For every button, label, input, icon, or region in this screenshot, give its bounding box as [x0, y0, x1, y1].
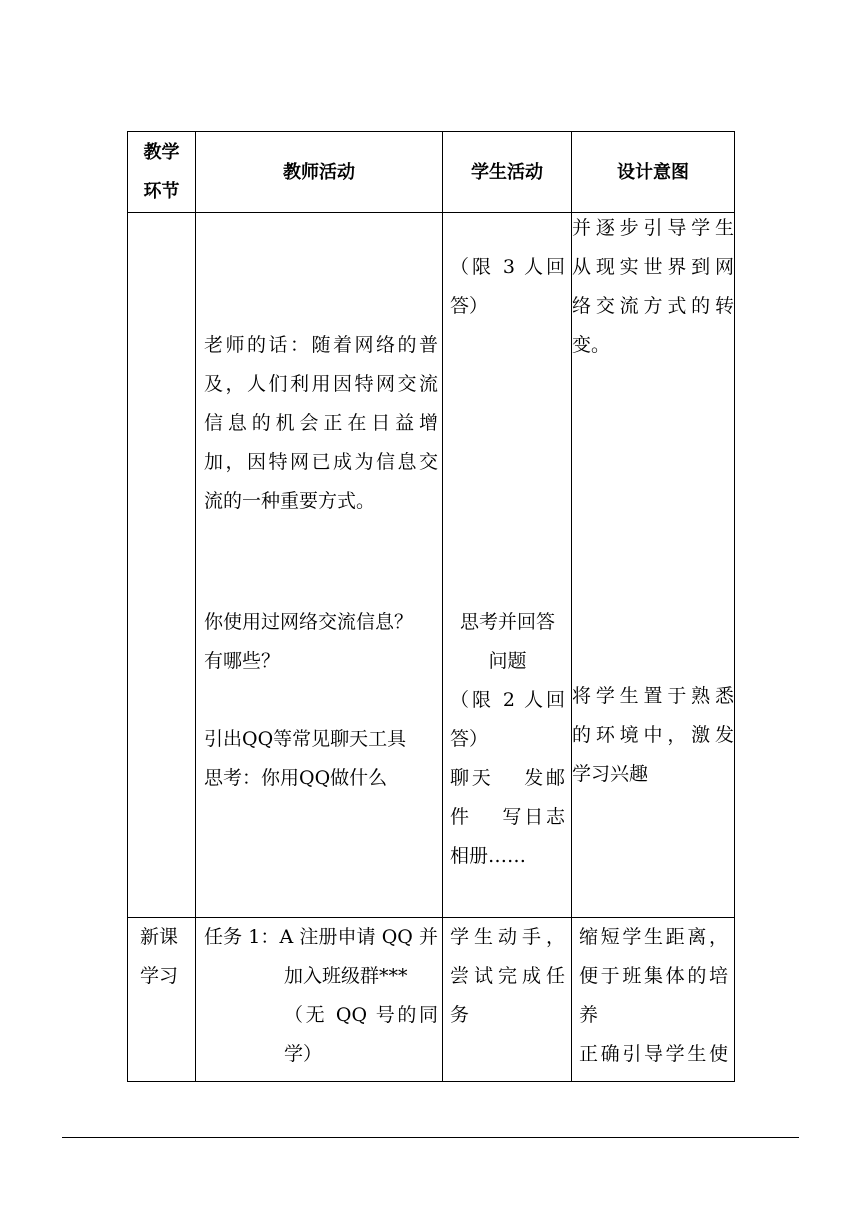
text-line: 将学生置于熟悉: [572, 685, 734, 707]
design-block-2: [572, 677, 734, 794]
lesson-plan-table: [127, 131, 735, 1082]
text-line: 正确引导学生使: [579, 1043, 728, 1065]
text-line: 引出QQ等常见聊天工具: [204, 728, 407, 750]
text-line: 件 写日志: [450, 806, 565, 828]
text-line: 养: [579, 1004, 599, 1026]
design-block-1: [572, 209, 734, 365]
student-activity-cell: [443, 918, 572, 1082]
text-line: 学生动手，: [450, 926, 565, 948]
text-line: 及，人们利用因特网交流: [204, 373, 438, 395]
design-intent-cell: [572, 918, 735, 1082]
teacher-para-3: [204, 720, 438, 798]
text-line: （无 QQ 号的同: [284, 1004, 438, 1026]
text-line: 学）: [284, 1043, 323, 1065]
text-line: 答）: [450, 295, 489, 317]
text-line: 聊天 发邮: [450, 767, 565, 789]
student-block-1: [450, 248, 565, 326]
text-line: 加入班级群***: [284, 965, 408, 987]
stage-cell-empty: [128, 213, 196, 918]
text-line: 务: [450, 1004, 470, 1026]
text-line: 新课: [140, 926, 179, 948]
table-header-row: [128, 132, 735, 213]
text-line: 思考：你用QQ做什么: [204, 767, 388, 789]
text-line: 答）: [450, 728, 489, 750]
text-line: 尝试完成任: [450, 965, 565, 987]
header-stage-line2: 环节: [143, 181, 180, 202]
text-line: 络交流方式的转: [572, 295, 734, 317]
stage-cell: [128, 918, 196, 1082]
teacher-para-1: [204, 326, 438, 521]
header-teacher-activity: 教师活动: [196, 132, 443, 213]
text-line: 缩短学生距离，: [579, 926, 728, 948]
text-line: 变。: [572, 334, 611, 356]
student-block-2: [450, 603, 565, 876]
text-line: 任务 1：A 注册申请 QQ 并: [204, 926, 438, 948]
header-design-intent: 设计意图: [572, 132, 735, 213]
header-stage-line1: 教学: [143, 142, 180, 163]
header-stage: [128, 132, 196, 213]
text-line: 你使用过网络交流信息？: [204, 611, 414, 633]
text-line: 从现实世界到网: [572, 256, 734, 278]
design-intent-cell: [572, 213, 735, 918]
text-line: 的环境中，激发: [572, 724, 734, 746]
text-line: 信息的机会正在日益增: [204, 412, 438, 434]
teacher-activity-cell: [196, 213, 443, 918]
text-line: （限 3 人回: [450, 256, 565, 278]
text-line: 相册……: [450, 845, 527, 867]
text-line: 学习: [140, 965, 179, 987]
text-line: 学习兴趣: [572, 763, 649, 785]
teacher-activity-cell: [196, 918, 443, 1082]
text-line: 并逐步引导学生: [572, 217, 734, 239]
teacher-para-2: [204, 603, 438, 681]
table-row: [128, 918, 735, 1082]
text-line: 流的一种重要方式。: [204, 490, 376, 512]
table-row: [128, 213, 735, 918]
text-line: 便于班集体的培: [579, 965, 728, 987]
header-student-activity: 学生活动: [443, 132, 572, 213]
text-line: 思考并回答: [459, 611, 555, 633]
text-line: （限 2 人回: [450, 689, 565, 711]
text-line: 有哪些？: [204, 650, 281, 672]
text-line: 问题: [488, 650, 527, 672]
text-line: 加，因特网已成为信息交: [204, 451, 438, 473]
student-activity-cell: [443, 213, 572, 918]
footer-divider: [62, 1137, 799, 1138]
text-line: 老师的话：随着网络的普: [204, 334, 438, 356]
